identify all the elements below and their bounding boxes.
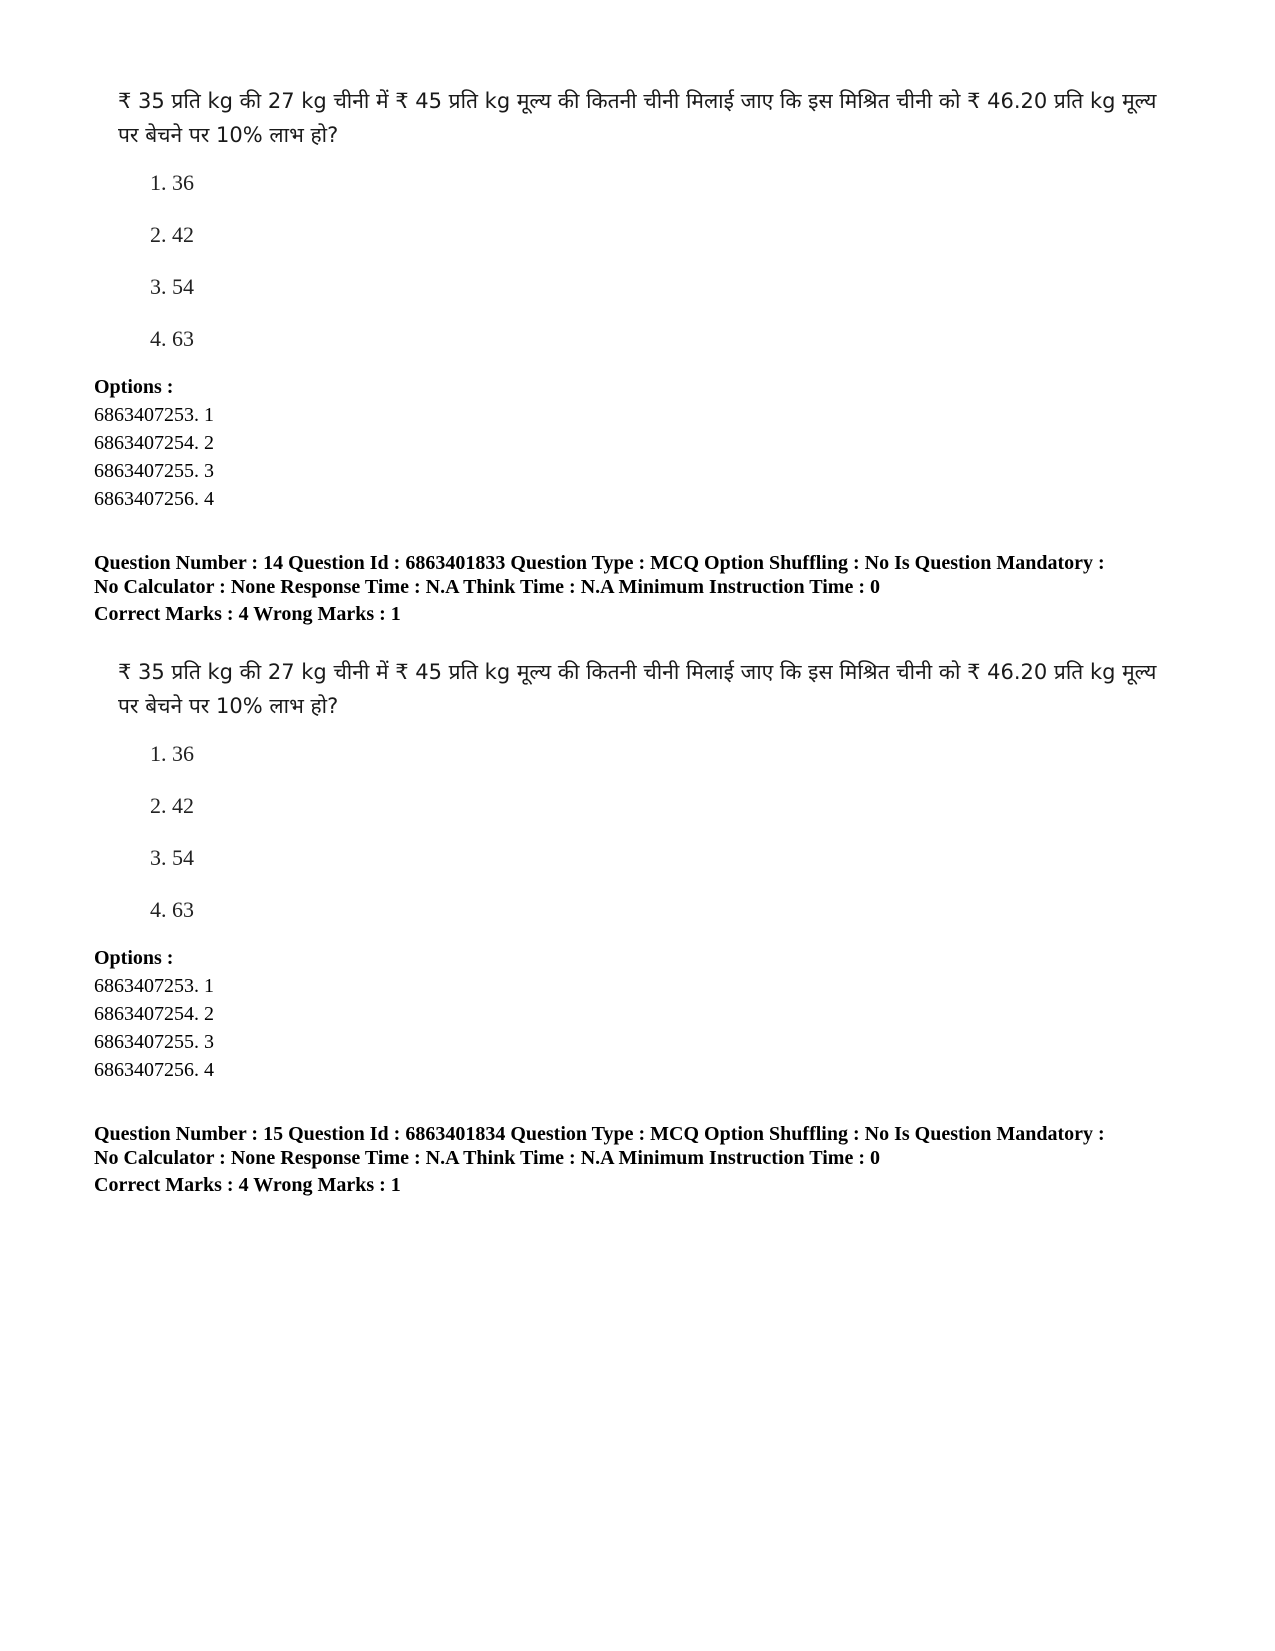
question-meta-line: Question Number : 14 Question Id : 6863401833 Question Type : MCQ Option Shuffling : No Is Question Mandatory :	[94, 552, 1105, 574]
option-id-line: 6863407255. 3	[94, 460, 214, 482]
option-id-line: 6863407253. 1	[94, 404, 214, 426]
answer-choice: 1. 36	[150, 741, 194, 766]
question-meta	[94, 551, 1194, 599]
answer-choice: 1. 36	[150, 170, 194, 195]
answer-choice: 4. 63	[150, 326, 194, 351]
options-heading: Options :	[94, 947, 174, 969]
question-meta-line: Question Number : 15 Question Id : 6863401834 Question Type : MCQ Option Shuffling : No Is Question Mandatory :	[94, 1123, 1105, 1145]
option-id-line: 6863407254. 2	[94, 1003, 214, 1025]
answer-choice: 3. 54	[150, 845, 194, 870]
options-heading: Options :	[94, 376, 174, 398]
option-id-line: 6863407254. 2	[94, 432, 214, 454]
question-text: ₹ 35 प्रति kg की 27 kg चीनी में ₹ 45 प्रति kg मूल्य की कितनी चीनी मिलाई जाए कि इस मिश्रित चीनी को ₹ 46.20 प्रति kg मूल्य पर बेचने पर 10% लाभ हो?	[118, 660, 1157, 718]
answer-choice: 4. 63	[150, 897, 194, 922]
option-id-line: 6863407255. 3	[94, 1031, 214, 1053]
answer-choice: 3. 54	[150, 274, 194, 299]
option-id-line: 6863407256. 4	[94, 488, 214, 510]
answer-choice: 2. 42	[150, 222, 194, 247]
answer-choice: 2. 42	[150, 793, 194, 818]
marks-line: Correct Marks : 4 Wrong Marks : 1	[94, 603, 401, 625]
question-meta-line: No Calculator : None Response Time : N.A Think Time : N.A Minimum Instruction Time : 0	[94, 576, 880, 598]
option-id-line: 6863407253. 1	[94, 975, 214, 997]
question-text: ₹ 35 प्रति kg की 27 kg चीनी में ₹ 45 प्रति kg मूल्य की कितनी चीनी मिलाई जाए कि इस मिश्रित चीनी को ₹ 46.20 प्रति kg मूल्य पर बेचने पर 10% लाभ हो?	[118, 89, 1157, 147]
question-meta	[94, 1122, 1194, 1170]
marks-line: Correct Marks : 4 Wrong Marks : 1	[94, 1174, 401, 1196]
option-id-line: 6863407256. 4	[94, 1059, 214, 1081]
question-meta-line: No Calculator : None Response Time : N.A Think Time : N.A Minimum Instruction Time : 0	[94, 1147, 880, 1169]
